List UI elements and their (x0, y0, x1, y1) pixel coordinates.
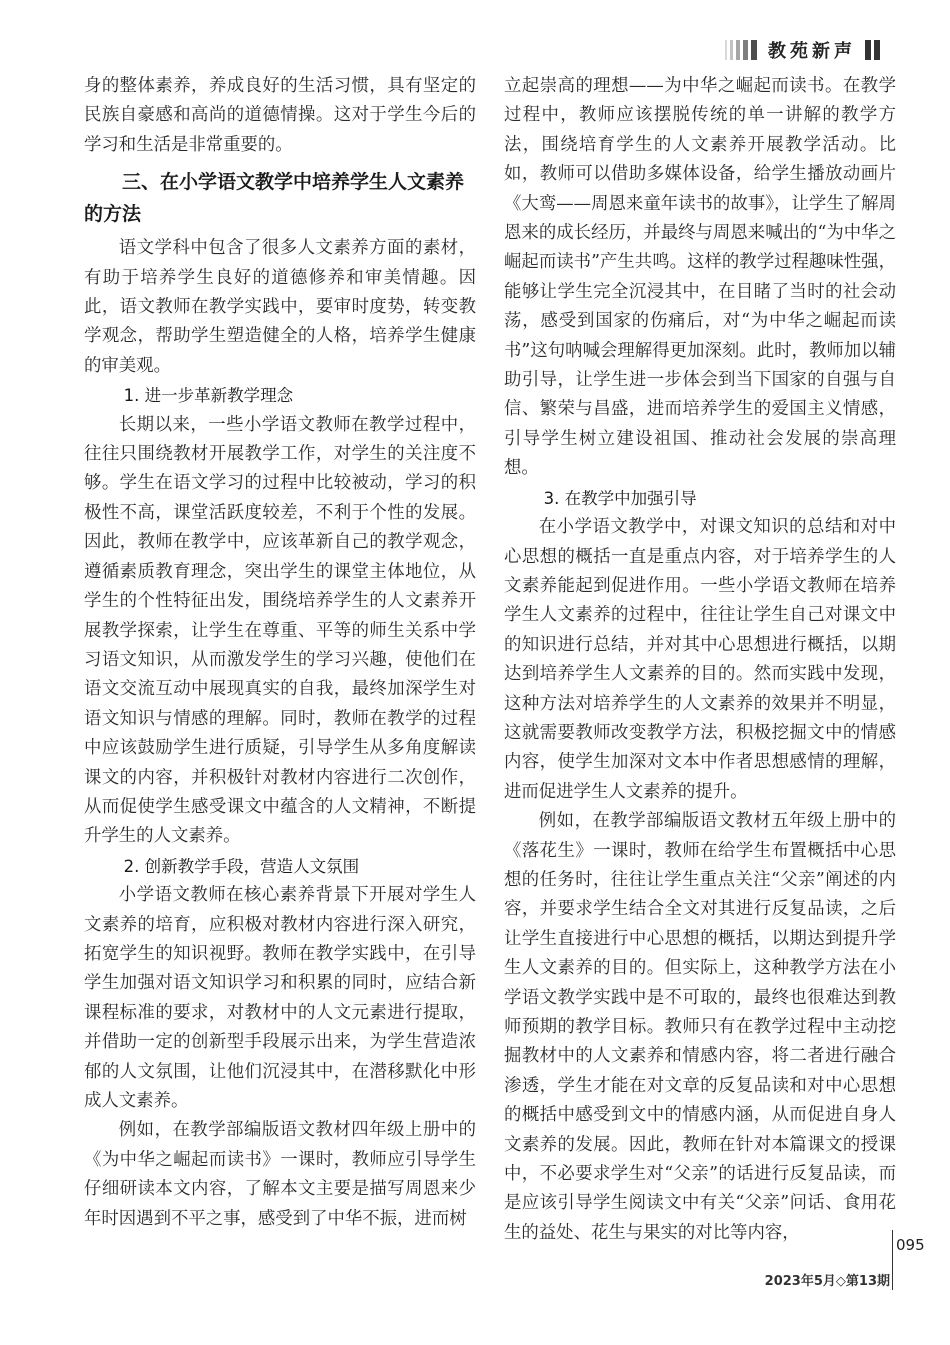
subsection-heading: 2. 创新教学手段，营造人文氛围 (123, 856, 360, 876)
header-bars-left-icon (725, 40, 760, 60)
header-bars-right-icon (862, 40, 880, 60)
page-number: 095 (896, 1236, 925, 1254)
paragraph: 语文学科中包含了很多人文素养方面的素材，有助于培养学生良好的道德修养和审美情趣。因此，语文教师在教学实践中，要审时度势，转变教学观念，帮助学生塑造健全的人格，培养学生健康的审美观。 (84, 238, 476, 376)
running-header (725, 38, 880, 62)
right-column (504, 72, 896, 1248)
paragraph: 立起崇高的理想——为中华之崛起而读书。在教学过程中，教师应该摆脱传统的单一讲解的教学方法，围绕培育学生的人文素养开展教学活动。比如，教师可以借助多媒体设备，给学生播放动画片《大鸾——周恩来童年读书的故事》，让学生了解周恩来的成长经历，并最终与周恩来喊出的“为中华之崛起而读书”产生共鸣。这样的教学过程趣味性强，能够让学生完全沉浸其中，在目睹了当时的社会动荡，感受到国家的伤痛后，对“为中华之崛起而读书”这句呐喊会理解得更加深刻。此时，教师加以辅助引导，让学生进一步体会到当下国家的自强与自信、繁荣与昌盛，进而培养学生的爱国主义情感，引导学生树立建设祖国、推动社会发展的崇高理想。 (504, 76, 896, 479)
paragraph: 例如，在教学部编版语文教材四年级上册中的《为中华之崛起而读书》一课时，教师应引导学生仔细研读本文内容，了解本文主要是描写周恩来少年时因遇到不平之事，感受到了中华不振，进而树 (84, 1120, 476, 1229)
section-name: 教苑新声 (768, 41, 856, 62)
paragraph: 身的整体素养，养成良好的生活习惯，具有坚定的民族自豪感和高尚的道德情操。这对于学生今后的学习和生活是非常重要的。 (84, 76, 476, 155)
subsection-heading: 3. 在教学中加强引导 (543, 488, 697, 508)
issue-info: 2023年5月◇第13期 (764, 1274, 890, 1289)
paragraph: 长期以来，一些小学语文教师在教学过程中，往往只围绕教材开展教学工作，对学生的关注度不够。学生在语文学习的过程中比较被动，学习的积极性不高，课堂活跃度较差，不利于个性的发展。因此，教师在教学中，应该革新自己的教学观念，遵循素质教育理念，突出学生的课堂主体地位，从学生的个性特征出发，围绕培养学生的人文素养开展教学探索，让学生在尊重、平等的师生关系中学习语文知识，从而激发学生的学习兴趣，使他们在语文交流互动中展现真实的自我，最终加深学生对语文知识与情感的理解。同时，教师在教学的过程中应该鼓励学生进行质疑，引导学生从多角度解读课文的内容，并积极针对教材内容进行二次创作，从而促使学生感受课文中蕴含的人文精神，不断提升学生的人文素养。 (84, 414, 476, 847)
page-number-rule (892, 1230, 893, 1290)
paragraph: 小学语文教师在核心素养背景下开展对学生人文素养的培育，应积极对教材内容进行深入研究，拓宽学生的知识视野。教师在教学实践中，在引导学生加强对语文知识学习和积累的同时，应结合新课程标准的要求，对教材中的人文元素进行提取，并借助一定的创新型手段展示出来，为学生营造浓郁的人文氛围，让他们沉浸其中，在潜移默化中形成人文素养。 (84, 885, 476, 1111)
left-column (84, 72, 476, 1234)
section-heading: 三、在小学语文教学中培养学生人文素养的方法 (84, 171, 465, 226)
paragraph: 例如，在教学部编版语文教材五年级上册中的《落花生》一课时，教师在给学生布置概括中心思想的任务时，往往让学生重点关注“父亲”阐述的内容，并要求学生结合全文对其进行反复品读，之后让学生直接进行中心思想的概括，以期达到提升学生人文素养的目的。但实际上，这种教学方法在小学语文教学实践中是不可取的，最终也很难达到教师预期的教学目标。教师只有在教学过程中主动挖掘教材中的人文素养和情感内容，将二者进行融合渗透，学生才能在对文章的反复品读和对中心思想的概括中感受到文中的情感内涵，从而促进自身人文素养的发展。因此，教师在针对本篇课文的授课中，不必要求学生对“父亲”的话进行反复品读，而是应该引导学生阅读文中有关“父亲”问话、食用花生的益处、花生与果实的对比等内容， (504, 811, 896, 1243)
paragraph: 在小学语文教学中，对课文知识的总结和对中心思想的概括一直是重点内容，对于培养学生的人文素养能起到促进作用。一些小学语文教师在培养学生人文素养的过程中，往往让学生自己对课文中的知识进行总结，并对其中心思想进行概括，以期达到培养学生人文素养的目的。然而实践中发现，这种方法对培养学生的人文素养的效果并不明显，这就需要教师改变教学方法，积极挖掘文中的情感内容，使学生加深对文本中作者思想感情的理解，进而促进学生人文素养的提升。 (504, 517, 896, 802)
subsection-heading: 1. 进一步革新教学理念 (123, 386, 294, 406)
